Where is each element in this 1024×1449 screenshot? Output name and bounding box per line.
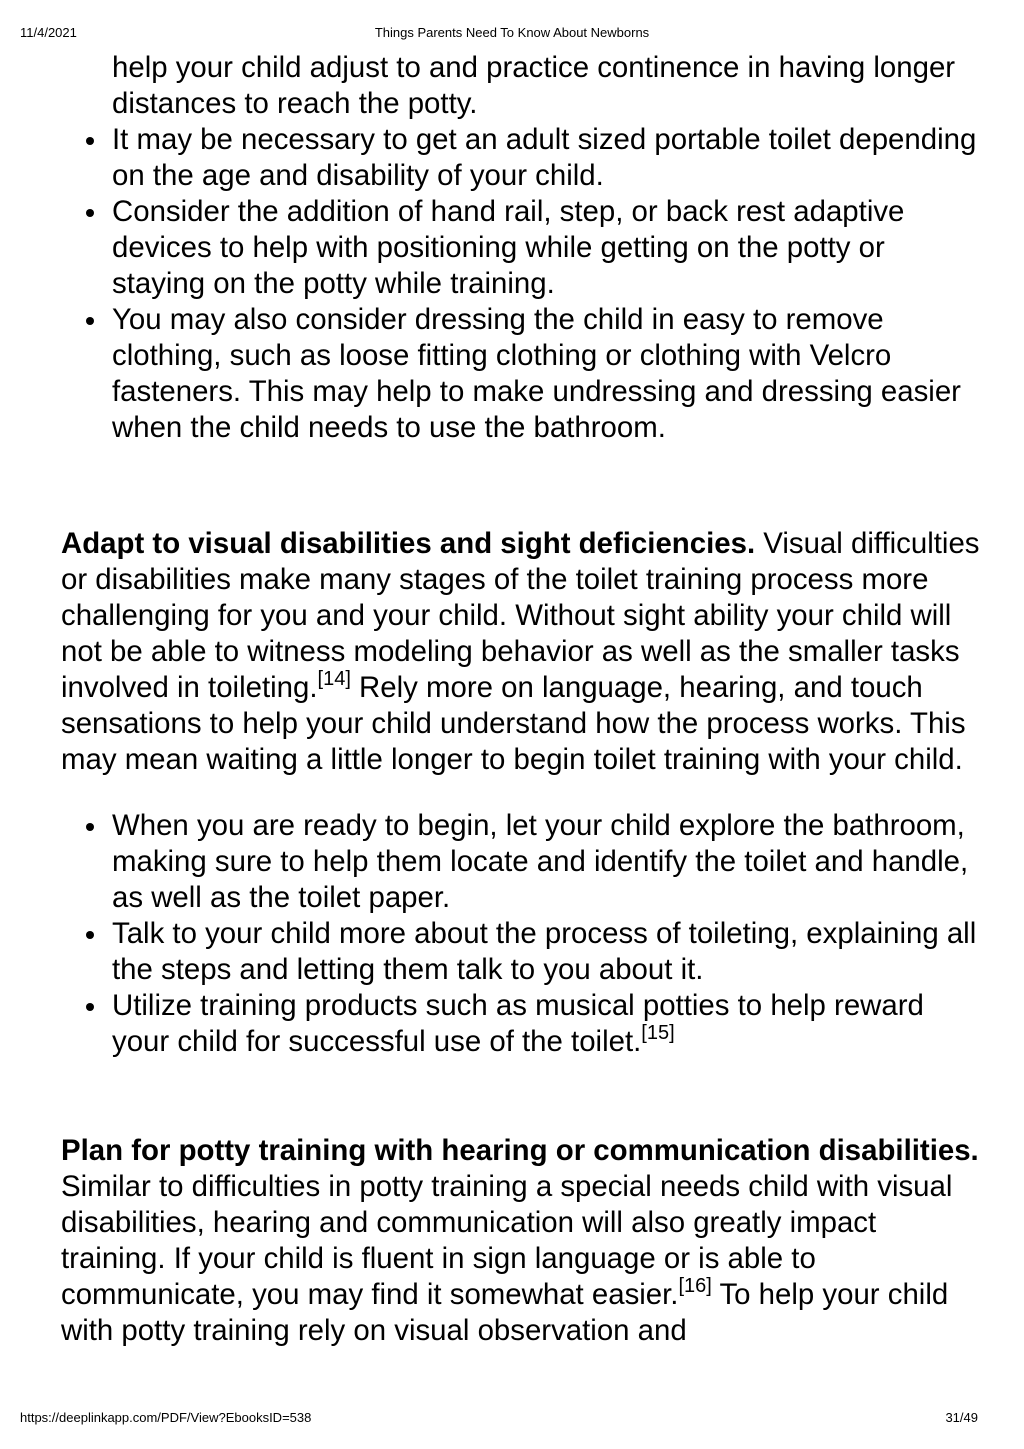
section-heading-visual: Adapt to visual disabilities and sight deficiencies. bbox=[61, 527, 756, 560]
list-item: Talk to your child more about the process of toileting, explaining all the steps and letting them talk to you about it. bbox=[112, 916, 981, 988]
reference-14[interactable]: [14] bbox=[317, 668, 351, 690]
reference-15[interactable]: [15] bbox=[641, 1022, 675, 1044]
page-content bbox=[61, 50, 981, 1349]
page-number: 31/49 bbox=[945, 1410, 978, 1425]
header-title: Things Parents Need To Know About Newborns bbox=[374, 25, 650, 40]
list-item: When you are ready to begin, let your child explore the bathroom, making sure to help them locate and identify the toilet and handle, as well as the toilet paper. bbox=[112, 808, 981, 916]
list-item-text: Utilize training products such as musical potties to help reward your child for successful use of the toilet. bbox=[112, 989, 924, 1058]
adaptive-tips-list bbox=[61, 50, 981, 446]
header-date: 11/4/2021 bbox=[20, 25, 77, 40]
paragraph-text: Visual difficulties or disabilities make many stages of the toilet training process more challenging for you and your child. Without sight ability your child will not be able to witness modeling behavior as well as the smaller tasks involved in toileting. bbox=[61, 527, 980, 704]
paragraph-text: Similar to difficulties in potty training a special needs child with visual disabilities, hearing and communication will also greatly impact training. If your child is fluent in sign language or is able to communicate, you may find it somewhat easier. bbox=[61, 1170, 953, 1311]
paragraph-text: Rely more on language, hearing, and touch sensations to help your child understand how the process works. This may mean waiting a little longer to begin toilet training with your child. bbox=[61, 671, 966, 776]
reference-16[interactable]: [16] bbox=[678, 1275, 712, 1297]
paragraph-text: To help your child with potty training rely on visual observation and bbox=[61, 1278, 949, 1347]
footer-url: https://deeplinkapp.com/PDF/View?EbooksID=538 bbox=[20, 1410, 312, 1425]
list-item: It may be necessary to get an adult sized portable toilet depending on the age and disability of your child. bbox=[112, 122, 981, 194]
list-item: Consider the addition of hand rail, step, or back rest adaptive devices to help with positioning while getting on the potty or staying on the potty while training. bbox=[112, 194, 981, 302]
visual-disabilities-paragraph bbox=[61, 526, 981, 778]
list-item-continued: help your child adjust to and practice continence in having longer distances to reach the potty. bbox=[112, 51, 956, 120]
section-heading-hearing: Plan for potty training with hearing or communication disabilities. bbox=[61, 1134, 979, 1167]
hearing-disabilities-paragraph bbox=[61, 1133, 981, 1349]
visual-tips-list bbox=[61, 808, 981, 1060]
list-item: You may also consider dressing the child in easy to remove clothing, such as loose fitting clothing or clothing with Velcro fasteners. This may help to make undressing and dressing easier when the child needs to use the bathroom. bbox=[112, 302, 981, 446]
list-item bbox=[112, 988, 981, 1060]
